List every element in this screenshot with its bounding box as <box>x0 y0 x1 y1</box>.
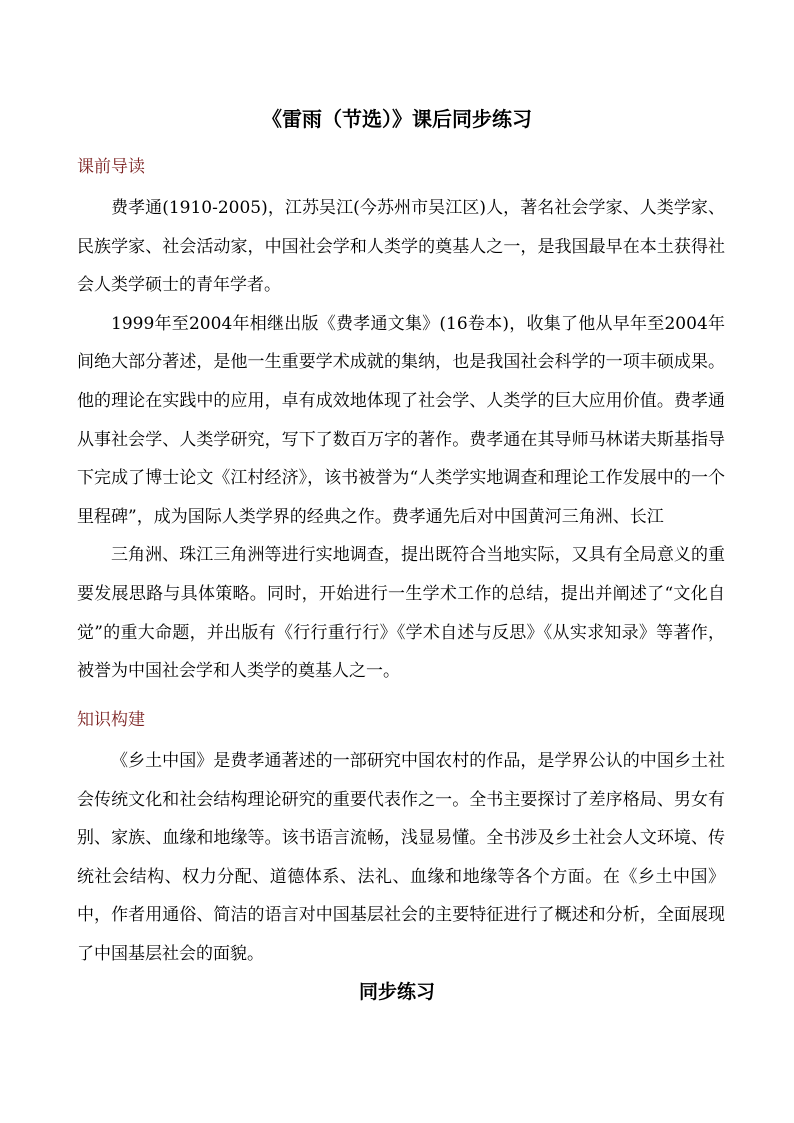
sync-practice-title: 同步练习 <box>358 981 435 1003</box>
paragraph: 费孝通(1910-2005)，江苏吴江(今苏州市吴江区)人，著名社会学家、人类学家、民族学家、社会活动家，中国社会学和人类学的奠基人之一，是我国最早在本土获得社会人类学硕士的青年学者。 <box>77 198 725 296</box>
document-title: 《雷雨（节选）》课后同步练习 <box>262 107 532 131</box>
section-heading-pre-reading: 课前导读 <box>77 157 145 177</box>
section-heading-knowledge-building: 知识构建 <box>77 710 145 730</box>
paragraph: 三角洲、珠江三角洲等进行实地调查，提出既符合当地实际，又具有全局意义的重要发展思路与具体策略。同时，开始进行一生学术工作的总结，提出并阐述了“文化自觉”的重大命题，并出版有《行行重行行》《学术自述与反思》《从实求知录》等著作，被誉为中国社会学和人类学的奠基人之一。 <box>77 545 725 682</box>
paragraph: 1999年至2004年相继出版《费孝通文集》(16卷本)，收集了他从早年至2004年间绝大部分著述，是他一生重要学术成就的集纳，也是我国社会科学的一项丰硕成果。他的理论在实践中的应用，卓有成效地体现了社会学、人类学的巨大应用价值。费孝通从事社会学、人类学研究，写下了数百万字的著作。费孝通在其导师马林诺夫斯基指导下完成了博士论文《江村经济》，该书被誉为“人类学实地调查和理论工作发展中的一个里程碑”，成为国际人类学界的经典之作。费孝通先后对中国黄河三角洲、长江 <box>77 313 725 527</box>
paragraph: 《乡土中国》是费孝通著述的一部研究中国农村的作品，是学界公认的中国乡土社会传统文化和社会结构理论研究的重要代表作之一。全书主要探讨了差序格局、男女有别、家族、血缘和地缘等。该书语言流畅，浅显易懂。全书涉及乡土社会人文环境、传统社会结构、权力分配、道德体系、法礼、血缘和地缘等各个方面。在《乡土中国》中，作者用通俗、简洁的语言对中国基层社会的主要特征进行了概述和分析，全面展现了中国基层社会的面貌。 <box>77 751 725 964</box>
knowledge-building-body <box>77 742 725 974</box>
pre-reading-body <box>77 189 725 691</box>
